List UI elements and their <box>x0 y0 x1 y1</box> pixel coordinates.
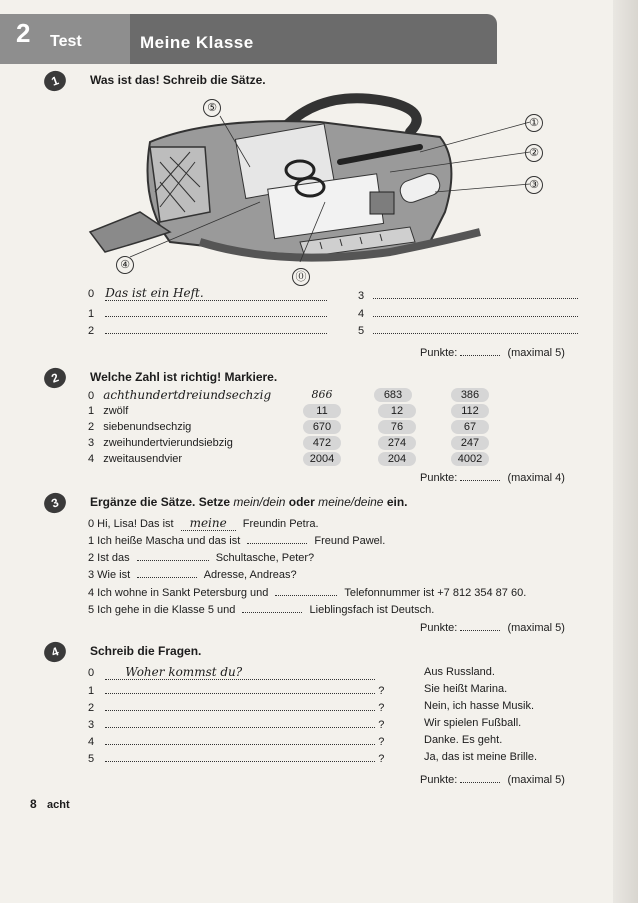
sentence-end: Adresse, Andreas? <box>203 569 297 581</box>
row-number: 0 <box>88 288 95 300</box>
instruction-part: meine/deine <box>318 495 384 509</box>
reply-5: Ja, das ist meine Brille. <box>424 751 538 763</box>
task-3-points <box>420 620 565 634</box>
question-line[interactable] <box>105 683 375 694</box>
option-pill[interactable]: 247 <box>451 436 489 450</box>
task-1-badge: 1 <box>41 68 69 94</box>
sentence-end: Lieblingsfach ist Deutsch. <box>309 604 435 616</box>
number-word: zweitausendvier <box>103 453 183 465</box>
option-pill[interactable]: 670 <box>303 420 341 434</box>
task-4-row-4 <box>88 734 384 748</box>
task-2-badge: 2 <box>41 365 69 391</box>
row-number: 2 <box>88 325 95 337</box>
reply-4: Danke. Es geht. <box>424 734 503 746</box>
task-4-row-3 <box>88 717 384 731</box>
page-number-word: acht <box>47 799 70 811</box>
task-1-row-5 <box>358 321 578 337</box>
option-pill[interactable]: 386 <box>451 388 489 402</box>
option-pill[interactable]: 67 <box>451 420 489 434</box>
number-word: zweihundertvierundsiebzig <box>103 437 233 449</box>
points-field[interactable] <box>460 772 500 783</box>
question-line[interactable] <box>105 734 375 745</box>
question-mark: ? <box>378 719 385 731</box>
answer-line[interactable]: Das ist ein Heft. <box>105 286 327 301</box>
task-3-row-2 <box>88 550 314 564</box>
task-4-badge: 4 <box>41 639 69 665</box>
option-pill[interactable]: 2004 <box>303 452 341 466</box>
sentence-start: 3 Wie ist <box>88 569 131 581</box>
sentence-start: 1 Ich heiße Mascha und das ist <box>88 535 241 547</box>
blank-field[interactable] <box>137 567 197 578</box>
answer-line[interactable] <box>373 304 578 317</box>
blank-field[interactable] <box>247 533 307 544</box>
points-max: (maximal 5) <box>507 622 565 634</box>
test-number: 2 <box>16 18 31 48</box>
number-word: siebenundsechzig <box>103 421 192 433</box>
task-4-instruction: Schreib die Fragen. <box>90 644 202 658</box>
task-2-points <box>420 470 565 484</box>
reply-1: Sie heißt Marina. <box>424 683 508 695</box>
option-pill[interactable]: 204 <box>378 452 416 466</box>
sentence-start: 0 Hi, Lisa! Das ist <box>88 518 174 530</box>
row-number: 1 <box>88 405 95 417</box>
question-mark: ? <box>378 685 385 697</box>
schoolbag-illustration <box>60 92 560 290</box>
label-1: ① <box>525 114 543 132</box>
page-spine <box>613 0 638 903</box>
task-3-row-0 <box>88 516 319 531</box>
number-word: zwölf <box>103 405 129 417</box>
task-3-row-1 <box>88 533 385 547</box>
task-1-row-1 <box>88 304 327 320</box>
reply-2: Nein, ich hasse Musik. <box>424 700 535 712</box>
option-pill[interactable]: 274 <box>378 436 416 450</box>
reply-3: Wir spielen Fußball. <box>424 717 522 729</box>
task-2-row-1 <box>88 405 128 417</box>
task-2-row-2 <box>88 421 191 433</box>
task-1-points <box>420 345 565 359</box>
task-3-instruction <box>90 495 408 509</box>
option-pill[interactable]: 4002 <box>451 452 489 466</box>
points-max: (maximal 4) <box>507 472 565 484</box>
sentence-start: 4 Ich wohne in Sankt Petersburg und <box>88 587 269 599</box>
blank-field[interactable] <box>137 550 209 561</box>
answer-line[interactable] <box>105 321 327 334</box>
instruction-part: Ergänze die Sätze. Setze <box>90 495 234 509</box>
sentence-end: Telefonnummer ist +7 812 354 87 60. <box>344 587 527 599</box>
task-4-row-1 <box>88 683 384 697</box>
row-number: 3 <box>358 290 365 302</box>
option-pill[interactable]: 11 <box>303 404 341 418</box>
option-pill[interactable]: 683 <box>374 388 412 402</box>
answer-line[interactable] <box>105 304 327 317</box>
instruction-part: ein. <box>383 495 408 509</box>
answer-line[interactable] <box>373 321 578 334</box>
task-3-row-5 <box>88 602 434 616</box>
task-2-row-0 <box>88 388 271 402</box>
row-number: 4 <box>88 736 95 748</box>
page-title: Meine Klasse <box>140 33 254 52</box>
task-1-row-2 <box>88 321 327 337</box>
points-label: Punkte: <box>420 472 458 484</box>
task-4-points <box>420 772 565 786</box>
question-line[interactable] <box>105 751 375 762</box>
task-3-badge: 3 <box>41 490 69 516</box>
task-3-row-3 <box>88 567 297 581</box>
label-0: ⓪ <box>292 268 310 286</box>
page-number: 8 <box>30 797 37 811</box>
option-pill[interactable]: 12 <box>378 404 416 418</box>
instruction-part: oder <box>285 495 319 509</box>
task-3-row-4 <box>88 585 526 599</box>
task-2-row-4 <box>88 453 182 465</box>
points-label: Punkte: <box>420 347 458 359</box>
label-5: ⑤ <box>203 99 221 117</box>
row-number: 2 <box>88 702 95 714</box>
row-number: 4 <box>358 308 365 320</box>
task-2-row-3 <box>88 437 233 449</box>
label-2: ② <box>525 144 543 162</box>
label-3: ③ <box>525 176 543 194</box>
answer-line[interactable] <box>373 286 578 299</box>
question-line[interactable]: Woher kommst du? <box>105 665 375 680</box>
option-pill[interactable]: 76 <box>378 420 416 434</box>
row-number: 0 <box>88 667 95 679</box>
row-number: 3 <box>88 719 95 731</box>
option-pill[interactable]: 112 <box>451 404 489 418</box>
points-field[interactable] <box>460 470 500 481</box>
points-label: Punkte: <box>420 774 458 786</box>
blank-field[interactable] <box>275 585 337 596</box>
points-field[interactable] <box>460 345 500 356</box>
task-1-instruction: Was ist das! Schreib die Sätze. <box>90 73 266 87</box>
row-number: 1 <box>88 685 95 697</box>
question-mark: ? <box>378 736 385 748</box>
blank-field[interactable]: meine <box>181 516 236 531</box>
row-number: 0 <box>88 390 95 402</box>
task-1-row-4 <box>358 304 578 320</box>
option-pill[interactable]: 472 <box>303 436 341 450</box>
row-number: 5 <box>88 753 95 765</box>
sentence-end: Schultasche, Peter? <box>215 552 315 564</box>
row-number: 1 <box>88 308 95 320</box>
question-mark: ? <box>378 753 385 765</box>
row-number: 3 <box>88 437 95 449</box>
instruction-part: mein/dein <box>233 495 286 509</box>
task-1-row-0 <box>88 286 327 301</box>
sentence-start: 2 Ist das <box>88 552 130 564</box>
points-label: Punkte: <box>420 622 458 634</box>
task-4-row-2 <box>88 700 384 714</box>
task-1-row-3 <box>358 286 578 302</box>
blank-field[interactable] <box>242 602 302 613</box>
option-pill-marked[interactable]: 866 <box>311 388 333 401</box>
sentence-end: Freundin Petra. <box>242 518 319 530</box>
question-mark: ? <box>378 702 385 714</box>
task-4-row-5 <box>88 751 384 765</box>
question-line[interactable] <box>105 717 375 728</box>
test-label: Test <box>50 33 82 50</box>
points-max: (maximal 5) <box>507 774 565 786</box>
label-4: ④ <box>116 256 134 274</box>
number-word: achthundertdreiundsechzig <box>103 388 272 402</box>
sentence-end: Freund Pawel. <box>314 535 386 547</box>
task-4-row-0 <box>88 665 375 680</box>
reply-0: Aus Russland. <box>424 666 495 678</box>
points-field[interactable] <box>460 620 500 631</box>
row-number: 5 <box>358 325 365 337</box>
task-2-instruction: Welche Zahl ist richtig! Markiere. <box>90 370 278 384</box>
row-number: 2 <box>88 421 95 433</box>
points-max: (maximal 5) <box>507 347 565 359</box>
sentence-start: 5 Ich gehe in die Klasse 5 und <box>88 604 236 616</box>
question-line[interactable] <box>105 700 375 711</box>
row-number: 4 <box>88 453 95 465</box>
